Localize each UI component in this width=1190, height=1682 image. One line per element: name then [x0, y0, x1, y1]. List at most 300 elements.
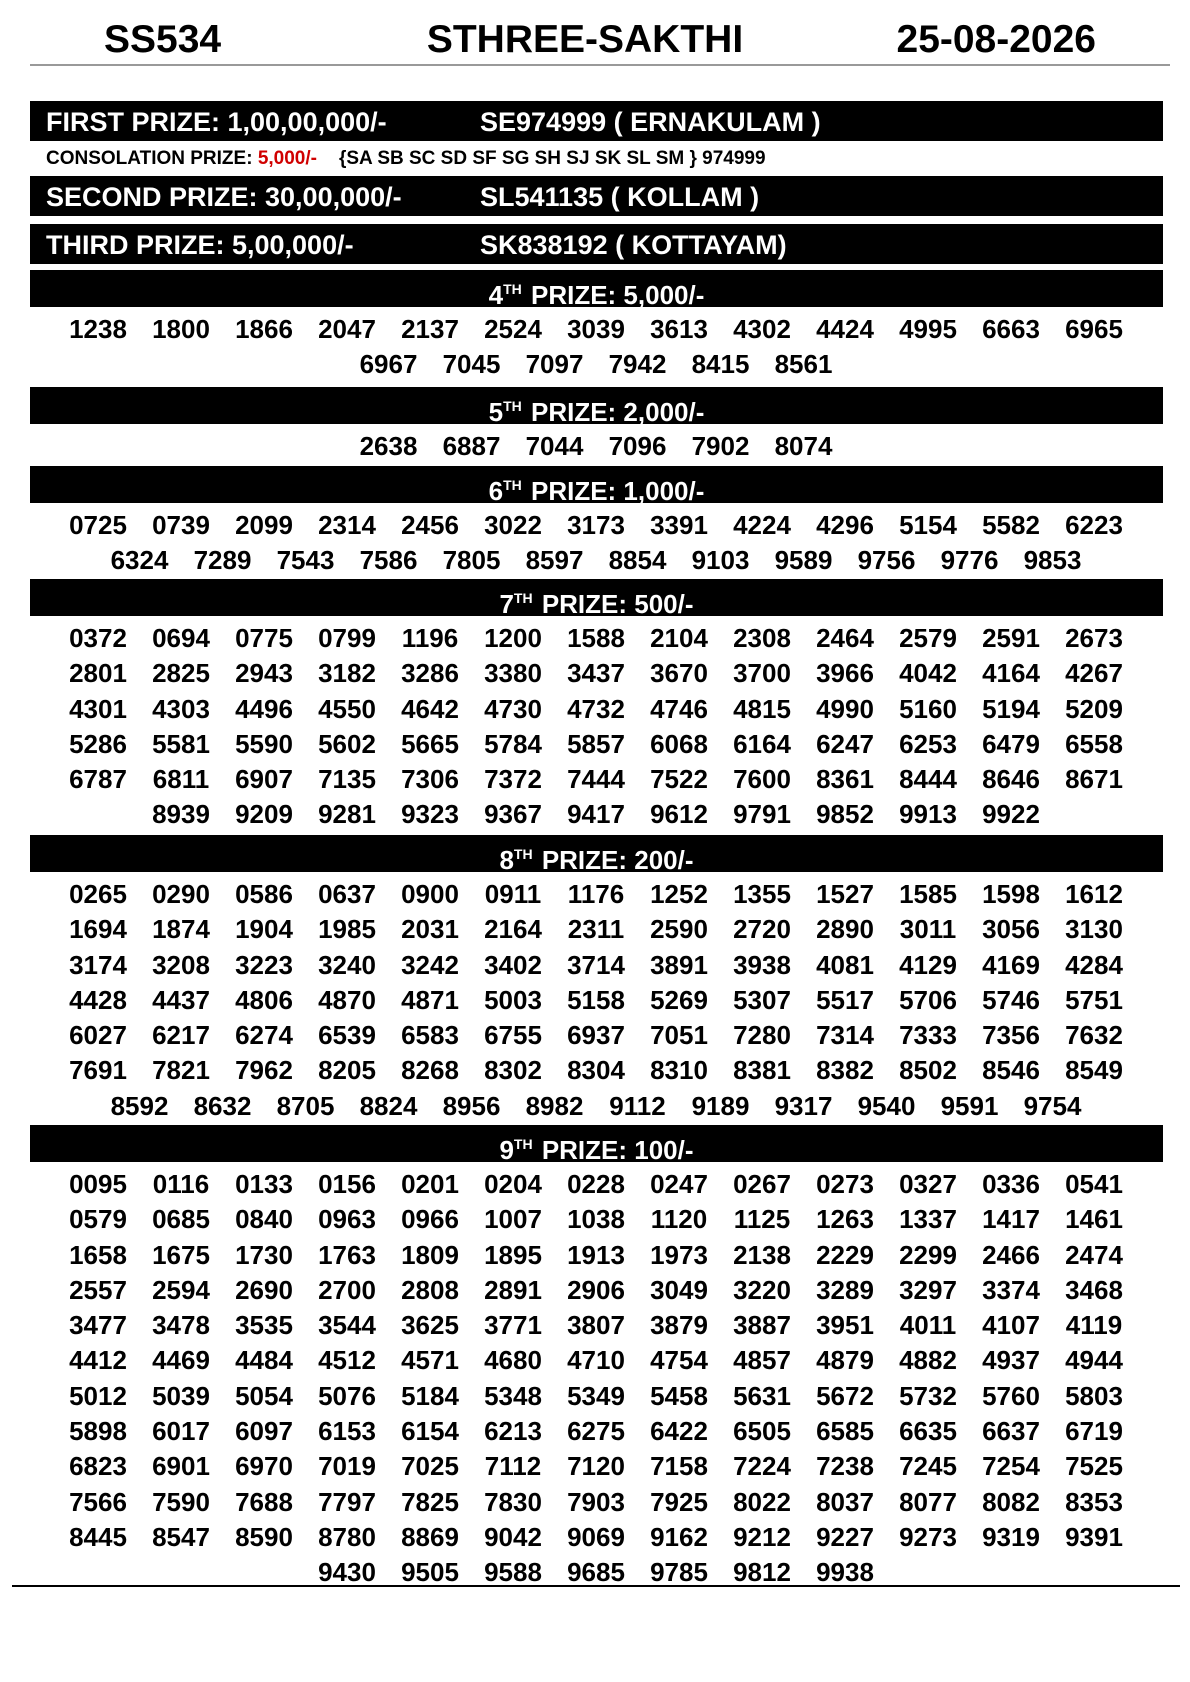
draw-date: 25-08-2026	[896, 18, 1096, 61]
winning-number: 0372	[69, 623, 127, 653]
winning-number: 2825	[152, 658, 210, 689]
winning-number: 0775	[235, 623, 293, 653]
winning-number: 4129	[899, 949, 957, 980]
winning-number: 4496	[235, 693, 293, 724]
winning-number: 8549	[1065, 1055, 1123, 1086]
winning-number: 6274	[235, 1020, 293, 1051]
winning-number: 2891	[484, 1274, 542, 1305]
winning-number: 3039	[567, 314, 625, 344]
prize-numbers-5	[56, 429, 1136, 464]
winning-number: 1694	[69, 914, 127, 945]
winning-number: 3380	[484, 658, 542, 689]
winning-number: 9430	[318, 1557, 376, 1588]
winning-number: 3223	[235, 949, 293, 980]
winning-number: 8302	[484, 1055, 542, 1086]
winning-number: 2590	[650, 914, 708, 945]
winning-number: 5672	[816, 1380, 874, 1411]
winning-number: 0963	[318, 1204, 376, 1235]
winning-number: 9685	[567, 1557, 625, 1588]
winning-number: 2314	[318, 510, 376, 540]
winning-number: 4550	[318, 693, 376, 724]
winning-number: 5751	[1065, 984, 1123, 1015]
winning-number: 0204	[484, 1169, 542, 1199]
third-prize-label: THIRD PRIZE: 5,00,000/-	[46, 230, 354, 260]
winning-number: 6970	[235, 1451, 293, 1482]
winning-number: 4680	[484, 1345, 542, 1376]
winning-number: 5348	[484, 1380, 542, 1411]
winning-number: 3242	[401, 949, 459, 980]
first-prize-winner: SE974999 ( ERNAKULAM )	[480, 107, 821, 137]
winning-number: 6505	[733, 1416, 791, 1447]
winning-number: 7830	[484, 1486, 542, 1517]
winning-number: 8037	[816, 1486, 874, 1517]
winning-number: 4302	[733, 314, 791, 344]
prize-numbers-4	[56, 312, 1136, 383]
winning-number: 7120	[567, 1451, 625, 1482]
consolation-prize-line	[46, 148, 766, 170]
winning-number: 5857	[567, 728, 625, 759]
winning-number: 4484	[235, 1345, 293, 1376]
winning-number: 1913	[567, 1239, 625, 1270]
winning-number: 5158	[567, 984, 625, 1015]
winning-number: 7280	[733, 1020, 791, 1051]
winning-number: 6068	[650, 728, 708, 759]
winning-number: 4437	[152, 984, 210, 1015]
winning-number: 6663	[982, 314, 1040, 344]
second-prize-bar	[30, 176, 1163, 216]
winning-number: 9588	[484, 1557, 542, 1588]
prize-ordinal-suffix: TH	[513, 1136, 533, 1152]
winning-number: 6324	[110, 545, 169, 576]
winning-number: 2104	[650, 623, 708, 653]
winning-number: 7688	[235, 1486, 293, 1517]
winning-number: 3670	[650, 658, 708, 689]
prize-amount-label: PRIZE: 100/-	[534, 1135, 694, 1165]
winning-number: 4164	[982, 658, 1040, 689]
winning-number: 1417	[982, 1204, 1040, 1235]
winning-number: 4301	[69, 693, 127, 724]
winning-number: 7051	[650, 1020, 708, 1051]
winning-number: 6153	[318, 1416, 376, 1447]
winning-number: 5602	[318, 728, 376, 759]
prize-ordinal: 6	[488, 476, 504, 506]
winning-number: 6787	[69, 764, 127, 795]
winning-number: 6811	[152, 764, 210, 795]
winning-number: 3174	[69, 949, 127, 980]
winning-number: 3966	[816, 658, 874, 689]
winning-number: 5039	[152, 1380, 210, 1411]
footer-divider	[12, 1585, 1180, 1587]
winning-number: 7289	[193, 545, 252, 576]
winning-number: 5458	[650, 1380, 708, 1411]
winning-number: 5054	[235, 1380, 293, 1411]
winning-number: 5184	[401, 1380, 459, 1411]
winning-number: 4571	[401, 1345, 459, 1376]
winning-number: 3625	[401, 1310, 459, 1341]
winning-number: 1461	[1065, 1204, 1123, 1235]
prize-ordinal: 7	[499, 589, 514, 619]
winning-number: 4879	[816, 1345, 874, 1376]
winning-number: 2808	[401, 1274, 459, 1305]
winning-number: 9212	[733, 1521, 791, 1552]
winning-number: 5760	[982, 1380, 1040, 1411]
winning-number: 5631	[733, 1380, 791, 1411]
result-header	[30, 12, 1170, 66]
prize-ordinal: 9	[499, 1135, 514, 1165]
winning-number: 4296	[816, 510, 874, 540]
winning-number: 8022	[733, 1486, 791, 1517]
winning-number: 4469	[152, 1345, 210, 1376]
winning-number: 2137	[401, 314, 459, 344]
winning-number: 9938	[816, 1557, 874, 1588]
winning-number: 2557	[69, 1274, 127, 1305]
winning-number: 1337	[899, 1204, 957, 1235]
prize-header-7	[30, 579, 1163, 619]
winning-number: 5076	[318, 1380, 376, 1411]
second-prize-label: SECOND PRIZE: 30,00,000/-	[46, 182, 402, 212]
winning-number: 0725	[69, 510, 127, 540]
winning-number: 9591	[940, 1090, 999, 1121]
winning-number: 2638	[359, 431, 418, 461]
winning-number: 2456	[401, 510, 459, 540]
winning-number: 2464	[816, 623, 874, 653]
winning-number: 5003	[484, 984, 542, 1015]
winning-number: 7543	[276, 545, 335, 576]
winning-number: 1598	[982, 879, 1040, 909]
winning-number: 4119	[1065, 1310, 1123, 1341]
winning-number: 1355	[733, 879, 791, 909]
winning-number: 1007	[484, 1204, 542, 1235]
winning-number: 8982	[525, 1090, 584, 1121]
winning-number: 2138	[733, 1239, 791, 1270]
winning-number: 0156	[318, 1169, 376, 1199]
winning-number: 8546	[982, 1055, 1040, 1086]
winning-number: 6539	[318, 1020, 376, 1051]
winning-number: 2591	[982, 623, 1040, 653]
winning-number: 8854	[608, 545, 667, 576]
winning-number: 8445	[69, 1521, 127, 1552]
winning-number: 3056	[982, 914, 1040, 945]
winning-number: 7333	[899, 1020, 957, 1051]
winning-number: 1200	[484, 623, 542, 653]
winning-number: 8869	[401, 1521, 459, 1552]
winning-number: 1973	[650, 1239, 708, 1270]
lottery-title: STHREE-SAKTHI	[426, 18, 744, 61]
winning-number: 0290	[152, 879, 210, 909]
prize-numbers-7	[56, 621, 1136, 833]
winning-number: 1527	[816, 879, 874, 909]
winning-number: 9812	[733, 1557, 791, 1588]
winning-number: 8353	[1065, 1486, 1123, 1517]
winning-number: 7372	[484, 764, 542, 795]
winning-number: 6154	[401, 1416, 459, 1447]
winning-number: 4267	[1065, 658, 1123, 689]
winning-number: 9209	[235, 799, 293, 830]
winning-number: 7096	[608, 431, 667, 461]
prize-numbers-6	[56, 508, 1136, 579]
winning-number: 7044	[525, 431, 584, 461]
winning-number: 8824	[359, 1090, 418, 1121]
winning-number: 3879	[650, 1310, 708, 1341]
prize-ordinal-suffix: TH	[513, 590, 533, 606]
winning-number: 7525	[1065, 1451, 1123, 1482]
winning-number: 2673	[1065, 623, 1123, 653]
winning-number: 7245	[899, 1451, 957, 1482]
winning-number: 5706	[899, 984, 957, 1015]
winning-number: 3714	[567, 949, 625, 980]
winning-number: 4011	[899, 1310, 957, 1341]
winning-number: 3220	[733, 1274, 791, 1305]
winning-number: 2943	[235, 658, 293, 689]
prize-header-8	[30, 835, 1163, 875]
winning-number: 1985	[318, 914, 376, 945]
winning-number: 5582	[982, 510, 1040, 540]
consolation-series: {SA SB SC SD SF SG SH SJ SK SL SM } 974999	[338, 148, 766, 169]
winning-number: 0116	[152, 1169, 210, 1199]
prize-amount-label: PRIZE: 200/-	[534, 845, 694, 875]
winning-number: 8780	[318, 1521, 376, 1552]
winning-number: 3771	[484, 1310, 542, 1341]
winning-number: 7135	[318, 764, 376, 795]
winning-number: 1038	[567, 1204, 625, 1235]
winning-number: 3297	[899, 1274, 957, 1305]
winning-number: 4944	[1065, 1345, 1123, 1376]
winning-number: 4424	[816, 314, 874, 344]
winning-number: 9103	[691, 545, 750, 576]
winning-number: 3477	[69, 1310, 127, 1341]
winning-number: 4732	[567, 693, 625, 724]
winning-number: 2299	[899, 1239, 957, 1270]
winning-number: 0267	[733, 1169, 791, 1199]
prize-ordinal-suffix: TH	[513, 846, 533, 862]
winning-number: 5581	[152, 728, 210, 759]
winning-number: 4042	[899, 658, 957, 689]
winning-number: 1895	[484, 1239, 542, 1270]
winning-number: 1263	[816, 1204, 874, 1235]
winning-number: 1585	[899, 879, 957, 909]
winning-number: 2164	[484, 914, 542, 945]
winning-number: 6585	[816, 1416, 874, 1447]
winning-number: 8444	[899, 764, 957, 795]
winning-number: 4303	[152, 693, 210, 724]
prize-ordinal-suffix: TH	[503, 398, 522, 414]
winning-number: 3938	[733, 949, 791, 980]
winning-number: 0273	[816, 1169, 874, 1199]
winning-number: 6823	[69, 1451, 127, 1482]
winning-number: 3022	[484, 510, 542, 540]
winning-number: 3437	[567, 658, 625, 689]
winning-number: 7158	[650, 1451, 708, 1482]
winning-number: 2524	[484, 314, 542, 344]
winning-number: 8632	[193, 1090, 252, 1121]
winning-number: 6017	[152, 1416, 210, 1447]
winning-number: 9227	[816, 1521, 874, 1552]
winning-number: 3544	[318, 1310, 376, 1341]
winning-number: 9922	[982, 799, 1040, 830]
winning-number: 2720	[733, 914, 791, 945]
winning-number: 4730	[484, 693, 542, 724]
winning-number: 5732	[899, 1380, 957, 1411]
winning-number: 1612	[1065, 879, 1123, 909]
winning-number: 8592	[110, 1090, 169, 1121]
winning-number: 6635	[899, 1416, 957, 1447]
winning-number: 4169	[982, 949, 1040, 980]
winning-number: 0840	[235, 1204, 293, 1235]
winning-number: 7444	[567, 764, 625, 795]
prize-ordinal: 4	[488, 280, 504, 310]
winning-number: 4870	[318, 984, 376, 1015]
winning-number: 8705	[276, 1090, 335, 1121]
winning-number: 5154	[899, 510, 957, 540]
winning-number: 0327	[899, 1169, 957, 1199]
winning-number: 8310	[650, 1055, 708, 1086]
winning-number: 7045	[442, 349, 501, 380]
winning-number: 2466	[982, 1239, 1040, 1270]
winning-number: 6965	[1065, 314, 1123, 344]
winning-number: 7691	[69, 1055, 127, 1086]
winning-number: 0247	[650, 1169, 708, 1199]
winning-number: 6755	[484, 1020, 542, 1051]
winning-number: 6901	[152, 1451, 210, 1482]
winning-number: 1125	[733, 1204, 791, 1235]
winning-number: 9754	[1023, 1090, 1082, 1121]
winning-number: 6213	[484, 1416, 542, 1447]
prize-ordinal: 5	[488, 397, 504, 427]
winning-number: 5269	[650, 984, 708, 1015]
winning-number: 3402	[484, 949, 542, 980]
winning-number: 8205	[318, 1055, 376, 1086]
winning-number: 7962	[235, 1055, 293, 1086]
winning-number: 4284	[1065, 949, 1123, 980]
winning-number: 3240	[318, 949, 376, 980]
winning-number: 8939	[152, 799, 210, 830]
prize-ordinal: 8	[499, 845, 514, 875]
winning-number: 8646	[982, 764, 1040, 795]
winning-number: 7942	[608, 349, 667, 380]
winning-number: 3613	[650, 314, 708, 344]
winning-number: 0336	[982, 1169, 1040, 1199]
winning-number: 0586	[235, 879, 293, 909]
winning-number: 9319	[982, 1521, 1040, 1552]
consolation-label: CONSOLATION PRIZE:	[46, 148, 258, 169]
winning-number: 8077	[899, 1486, 957, 1517]
winning-number: 9162	[650, 1521, 708, 1552]
winning-number: 7797	[318, 1486, 376, 1517]
winning-number: 4224	[733, 510, 791, 540]
winning-number: 3468	[1065, 1274, 1123, 1305]
winning-number: 3286	[401, 658, 459, 689]
winning-number: 6253	[899, 728, 957, 759]
winning-number: 2906	[567, 1274, 625, 1305]
draw-code: SS534	[104, 18, 222, 61]
winning-number: 2579	[899, 623, 957, 653]
winning-number: 7019	[318, 1451, 376, 1482]
winning-number: 3049	[650, 1274, 708, 1305]
winning-number: 1809	[401, 1239, 459, 1270]
winning-number: 4081	[816, 949, 874, 980]
winning-number: 7314	[816, 1020, 874, 1051]
winning-number: 3182	[318, 658, 376, 689]
winning-number: 5194	[982, 693, 1040, 724]
winning-number: 3535	[235, 1310, 293, 1341]
winning-number: 7586	[359, 545, 418, 576]
winning-number: 7566	[69, 1486, 127, 1517]
winning-number: 5898	[69, 1416, 127, 1447]
winning-number: 0541	[1065, 1169, 1123, 1199]
winning-number: 9317	[774, 1090, 833, 1121]
winning-number: 0265	[69, 879, 127, 909]
winning-number: 2311	[567, 914, 625, 945]
winning-number: 0966	[401, 1204, 459, 1235]
winning-number: 7356	[982, 1020, 1040, 1051]
winning-number: 0911	[484, 879, 542, 909]
second-prize-winner: SL541135 ( KOLLAM )	[480, 182, 760, 212]
winning-number: 3374	[982, 1274, 1040, 1305]
winning-number: 7825	[401, 1486, 459, 1517]
winning-number: 0095	[69, 1169, 127, 1199]
winning-number: 9281	[318, 799, 376, 830]
winning-number: 3391	[650, 510, 708, 540]
first-prize-bar	[30, 101, 1163, 141]
winning-number: 6422	[650, 1416, 708, 1447]
winning-number: 8547	[152, 1521, 210, 1552]
winning-number: 0133	[235, 1169, 293, 1199]
winning-number: 2031	[401, 914, 459, 945]
winning-number: 4642	[401, 693, 459, 724]
winning-number: 8268	[401, 1055, 459, 1086]
winning-number: 3011	[899, 914, 957, 945]
winning-number: 9417	[567, 799, 625, 830]
winning-number: 1866	[235, 314, 293, 344]
winning-number: 5012	[69, 1380, 127, 1411]
prize-header-6	[30, 466, 1163, 506]
winning-number: 6223	[1065, 510, 1123, 540]
prize-ordinal-suffix: TH	[503, 477, 522, 493]
winning-number: 3807	[567, 1310, 625, 1341]
winning-number: 7522	[650, 764, 708, 795]
winning-number: 0739	[152, 510, 210, 540]
winning-number: 4995	[899, 314, 957, 344]
winning-number: 3130	[1065, 914, 1123, 945]
winning-number: 8956	[442, 1090, 501, 1121]
winning-number: 3208	[152, 949, 210, 980]
prize-amount-label: PRIZE: 1,000/-	[523, 476, 705, 506]
winning-number: 6479	[982, 728, 1040, 759]
winning-number: 4746	[650, 693, 708, 724]
winning-number: 1763	[318, 1239, 376, 1270]
consolation-amount: 5,000/-	[257, 148, 317, 169]
winning-number: 9852	[816, 799, 874, 830]
winning-number: 6558	[1065, 728, 1123, 759]
winning-number: 7306	[401, 764, 459, 795]
winning-number: 7097	[525, 349, 584, 380]
winning-number: 7224	[733, 1451, 791, 1482]
winning-number: 9785	[650, 1557, 708, 1588]
winning-number: 8074	[774, 431, 833, 461]
winning-number: 0685	[152, 1204, 210, 1235]
winning-number: 7903	[567, 1486, 625, 1517]
winning-number: 7112	[484, 1451, 542, 1482]
winning-number: 4428	[69, 984, 127, 1015]
winning-number: 5517	[816, 984, 874, 1015]
winning-number: 7632	[1065, 1020, 1123, 1051]
first-prize-label: FIRST PRIZE: 1,00,00,000/-	[46, 107, 387, 137]
winning-number: 8597	[525, 545, 584, 576]
winning-number: 4857	[733, 1345, 791, 1376]
winning-number: 5209	[1065, 693, 1123, 724]
winning-number: 8082	[982, 1486, 1040, 1517]
winning-number: 6027	[69, 1020, 127, 1051]
